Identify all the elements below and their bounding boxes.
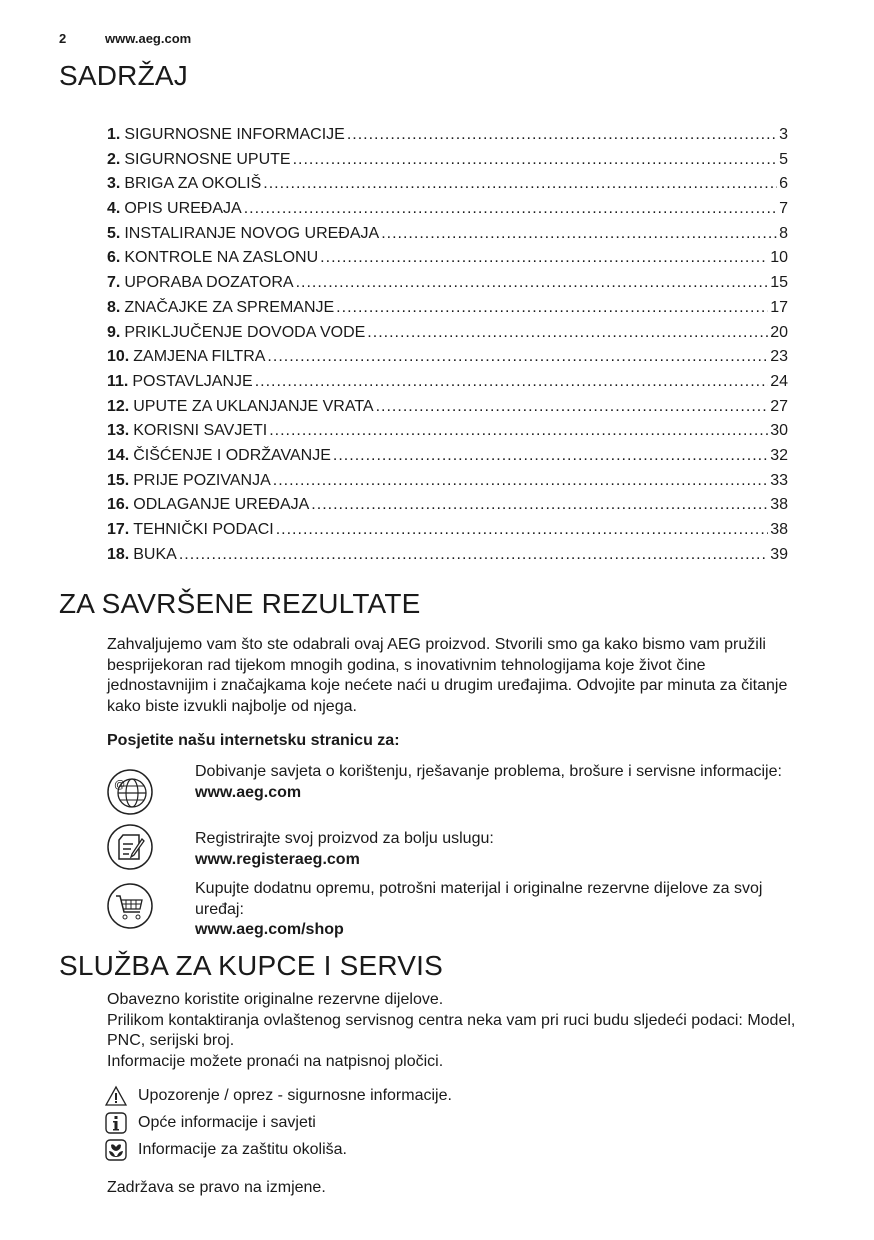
toc-item[interactable]	[107, 521, 788, 546]
table-of-contents	[107, 126, 788, 570]
toc-item-page: 10	[770, 249, 788, 267]
toc-leader-dots	[255, 373, 769, 391]
toc-item[interactable]	[107, 324, 788, 349]
toc-item-page: 6	[779, 175, 788, 193]
toc-item[interactable]	[107, 398, 788, 423]
toc-item-page: 39	[770, 545, 788, 563]
toc-item-page: 33	[770, 471, 788, 489]
toc-item-number: 11.	[107, 372, 129, 390]
toc-leader-dots	[267, 348, 768, 366]
legend-warning: Upozorenje / oprez - sigurnosne informacije.	[138, 1087, 452, 1104]
toc-item-label: INSTALIRANJE NOVOG UREĐAJA	[124, 224, 380, 242]
toc-item[interactable]	[107, 348, 788, 373]
toc-item[interactable]	[107, 546, 788, 571]
environment-icon	[105, 1139, 127, 1161]
toc-leader-dots	[376, 398, 769, 416]
service-paragraph	[107, 990, 797, 1072]
toc-item-number: 7.	[107, 274, 121, 292]
toc-item-label: UPUTE ZA UKLANJANJE VRATA	[133, 397, 374, 415]
toc-leader-dots	[273, 472, 768, 490]
toc-item-label: ZAMJENA FILTRA	[133, 348, 266, 366]
toc-item-number: 4.	[107, 200, 121, 218]
results-title: ZA SAVRŠENE REZULTATE	[59, 588, 421, 619]
toc-item-label: UPORABA DOZATORA	[124, 274, 294, 292]
toc-item[interactable]	[107, 200, 788, 225]
toc-item[interactable]	[107, 373, 788, 398]
visit-label: Posjetite našu internetsku stranicu za:	[107, 732, 400, 749]
toc-item[interactable]	[107, 225, 788, 250]
toc-item-label: OPIS UREĐAJA	[124, 200, 242, 218]
toc-item-page: 17	[770, 298, 788, 316]
toc-item-number: 8.	[107, 298, 121, 316]
toc-item-number: 16.	[107, 496, 130, 514]
toc-item-page: 24	[770, 372, 788, 390]
toc-item-label: PRIKLJUČENJE DOVODA VODE	[124, 323, 366, 341]
service-line: Informacije možete pronaći na natpisnoj pločici.	[107, 1052, 444, 1070]
info-icon	[105, 1112, 127, 1134]
globe-icon	[106, 768, 154, 816]
toc-item[interactable]	[107, 447, 788, 472]
toc-item-number: 17.	[107, 521, 130, 538]
link-description: Dobivanje savjeta o korištenju, rješavanje problema, brošure i servisne informacije:	[195, 763, 782, 780]
svg-text:@: @	[114, 779, 126, 791]
toc-item-label: PRIJE POZIVANJA	[133, 471, 271, 489]
toc-item-page: 5	[779, 150, 788, 168]
toc-item-number: 5.	[107, 224, 121, 242]
toc-item-label: KONTROLE NA ZASLONU	[124, 249, 319, 267]
service-line: Obavezno koristite originalne rezervne dijelove.	[107, 991, 444, 1008]
toc-leader-dots	[276, 521, 768, 539]
toc-item-page: 3	[779, 126, 788, 143]
toc-item-page: 8	[779, 224, 788, 242]
toc-item-number: 18.	[107, 545, 130, 563]
intro-paragraph: Zahvaljujemo vam što ste odabrali ovaj AEG proizvod. Stvorili smo ga kako bismo vam pružili besprijekoran rad tijekom mnogih godina, s inovativnim tehnologijama koje život čine jednostavnijim i značajkama koje nećete naći u drugim uređajima. Odvojite par minuta za čitanje kako biste izvukli najbolje od njega.	[107, 636, 788, 715]
legend-environment: Informacije za zaštitu okoliša.	[138, 1141, 347, 1158]
toc-leader-dots	[333, 447, 768, 465]
toc-leader-dots	[336, 299, 768, 317]
footer-note: Zadržava se pravo na izmjene.	[107, 1179, 326, 1196]
toc-item[interactable]	[107, 496, 788, 521]
toc-item-number: 1.	[107, 126, 121, 143]
toc-item-page: 23	[770, 348, 788, 366]
toc-item-page: 32	[770, 446, 788, 464]
toc-item-page: 38	[770, 521, 788, 538]
toc-leader-dots	[320, 249, 768, 267]
toc-item-page: 7	[779, 200, 788, 218]
toc-item[interactable]	[107, 126, 788, 151]
warning-icon	[105, 1085, 127, 1107]
toc-item-number: 9.	[107, 323, 121, 341]
service-title: SLUŽBA ZA KUPCE I SERVIS	[59, 950, 443, 981]
toc-item-number: 3.	[107, 175, 121, 193]
link-row-shop	[195, 879, 795, 941]
toc-item-page: 15	[770, 274, 788, 292]
toc-leader-dots	[347, 126, 777, 144]
toc-leader-dots	[367, 324, 768, 342]
link-description: Registrirajte svoj proizvod za bolju uslugu:	[195, 830, 494, 847]
toc-item-label: ODLAGANJE UREĐAJA	[133, 496, 310, 514]
link-row-support	[195, 762, 795, 803]
toc-item[interactable]	[107, 151, 788, 176]
toc-item[interactable]	[107, 299, 788, 324]
toc-item-label: BRIGA ZA OKOLIŠ	[124, 175, 262, 193]
toc-item-label: SIGURNOSNE INFORMACIJE	[124, 126, 345, 143]
header-site: www.aeg.com	[105, 31, 192, 46]
toc-item-label: ZNAČAJKE ZA SPREMANJE	[124, 298, 335, 316]
toc-item-label: TEHNIČKI PODACI	[133, 521, 274, 538]
toc-item-number: 15.	[107, 471, 130, 489]
toc-item-label: ČIŠĆENJE I ODRŽAVANJE	[133, 446, 331, 464]
toc-leader-dots	[263, 175, 777, 193]
toc-leader-dots	[179, 546, 768, 564]
toc-item-number: 10.	[107, 348, 130, 366]
page-number: 2	[59, 31, 67, 46]
link-description: Kupujte dodatnu opremu, potrošni materijal i originalne rezervne dijelove za svoj uređaj:	[195, 880, 763, 918]
toc-item-number: 14.	[107, 446, 130, 464]
toc-item[interactable]	[107, 274, 788, 299]
toc-leader-dots	[296, 274, 769, 292]
toc-item[interactable]	[107, 249, 788, 274]
toc-item-page: 38	[770, 496, 788, 514]
link-url-register[interactable]: www.registeraeg.com	[195, 850, 360, 868]
toc-leader-dots	[381, 225, 777, 243]
toc-item-label: BUKA	[133, 545, 177, 563]
toc-item-number: 12.	[107, 397, 130, 415]
toc-leader-dots	[269, 422, 768, 440]
toc-item[interactable]	[107, 175, 788, 200]
toc-item-label: POSTAVLJANJE	[132, 372, 253, 390]
toc-item[interactable]	[107, 472, 788, 497]
toc-item-page: 20	[770, 323, 788, 341]
toc-title: SADRŽAJ	[59, 60, 188, 91]
toc-item-number: 2.	[107, 150, 121, 168]
toc-item[interactable]	[107, 422, 788, 447]
link-url-shop[interactable]: www.aeg.com/shop	[195, 921, 344, 938]
legend-info: Opće informacije i savjeti	[138, 1114, 316, 1131]
link-row-register	[195, 829, 795, 870]
toc-item-page: 30	[770, 422, 788, 440]
link-url-aeg[interactable]: www.aeg.com	[195, 783, 302, 801]
service-line: Prilikom kontaktiranja ovlaštenog servisnog centra neka vam pri ruci budu sljedeći podaci: Model, PNC, serijski broj.	[107, 1011, 796, 1049]
toc-leader-dots	[244, 200, 777, 218]
toc-item-number: 13.	[107, 422, 130, 440]
toc-leader-dots	[311, 496, 768, 514]
toc-leader-dots	[293, 151, 778, 169]
register-icon	[106, 823, 154, 871]
toc-item-number: 6.	[107, 249, 121, 267]
toc-item-label: KORISNI SAVJETI	[133, 422, 268, 440]
cart-icon	[106, 882, 154, 930]
toc-item-page: 27	[770, 397, 788, 415]
toc-item-label: SIGURNOSNE UPUTE	[124, 150, 291, 168]
